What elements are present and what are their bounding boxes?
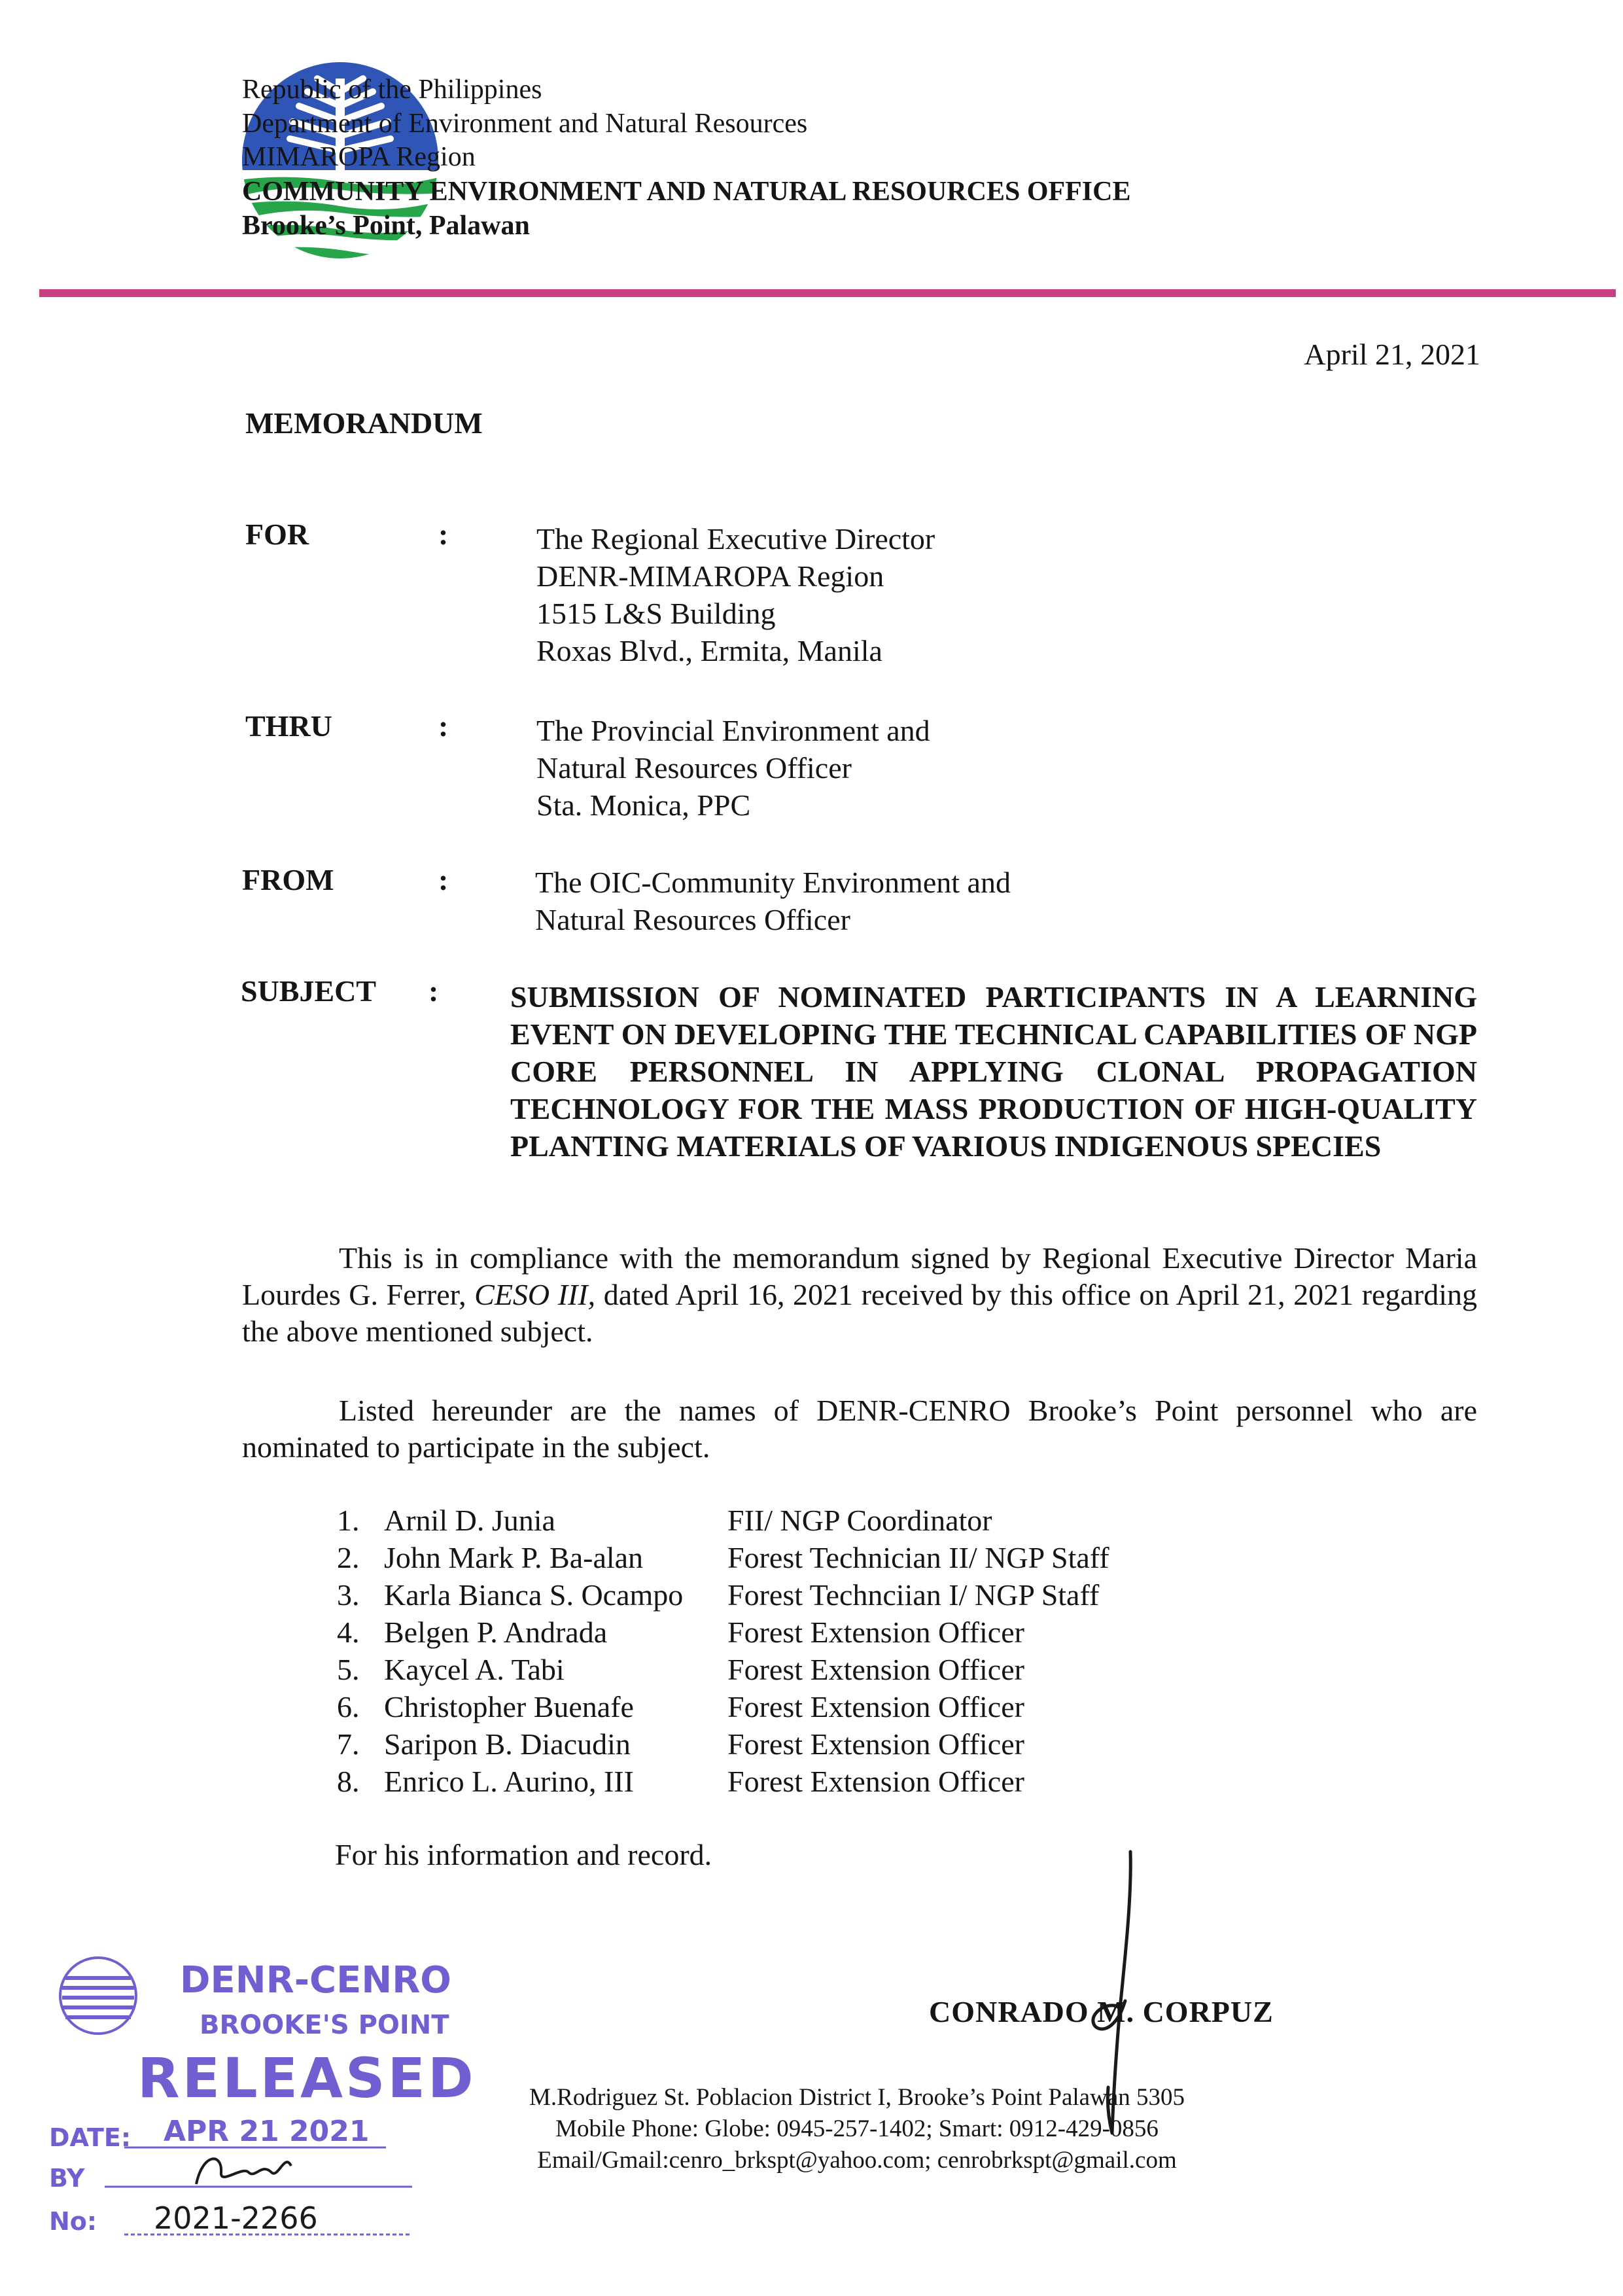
list-item bbox=[337, 1539, 1109, 1576]
nominee-position: Forest Extension Officer bbox=[727, 1690, 1024, 1723]
thru-line: Sta. Monica, PPC bbox=[536, 788, 751, 822]
stamp-date-value: APR 21 2021 bbox=[164, 2115, 370, 2148]
stamp-number-value: 2021-2266 bbox=[154, 2200, 318, 2236]
list-number: 4. bbox=[337, 1616, 360, 1649]
list-number: 1. bbox=[337, 1504, 360, 1537]
nominee-position: Forest Technician II/ NGP Staff bbox=[727, 1541, 1109, 1574]
nominee-position: Forest Technciian I/ NGP Staff bbox=[727, 1578, 1100, 1612]
footer-address: M.Rodriguez St. Poblacion District I, Brooke’s Point Palawan 5305 bbox=[529, 2084, 1185, 2111]
header-location: Brooke’s Point, Palawan bbox=[242, 211, 530, 241]
body-paragraph-1 bbox=[242, 1240, 1477, 1350]
subject-text: SUBMISSION OF NOMINATED PARTICIPANTS IN A LEARNING EVENT ON DEVELOPING THE TECHNICAL CAPABILITIES OF NGP CORE PERSONNEL IN APPLYING CLONAL PROPAGATION TECHNOLOGY FOR THE MASS PRODUCTION OF HIGH-QUALITY PLANTING MATERIALS OF VARIOUS INDIGENOUS SPECIES bbox=[510, 980, 1477, 1163]
list-number: 7. bbox=[337, 1727, 360, 1761]
from-address bbox=[535, 864, 1011, 938]
nominee-name: Enrico L. Aurino, III bbox=[384, 1765, 634, 1798]
nominee-position: Forest Extension Officer bbox=[727, 1765, 1024, 1798]
nominee-position: Forest Extension Officer bbox=[727, 1616, 1024, 1649]
stamp-no-label: No: bbox=[49, 2207, 97, 2236]
nominee-position: Forest Extension Officer bbox=[727, 1727, 1024, 1761]
list-item bbox=[337, 1502, 992, 1539]
for-line: 1515 L&S Building bbox=[536, 597, 776, 630]
nominee-name: Belgen P. Andrada bbox=[384, 1616, 608, 1649]
signatory-name: CONRADO M. CORPUZ bbox=[929, 1995, 1274, 2028]
footer-email: Email/Gmail:cenro_brkspt@yahoo.com; cenrobrkspt@gmail.com bbox=[537, 2147, 1177, 2174]
nominee-name: Arnil D. Junia bbox=[384, 1504, 555, 1537]
from-line: Natural Resources Officer bbox=[535, 903, 850, 936]
para1-text-end: dated April 16, 2021 received by this office on April 21, 2021 regarding the above mentioned subject. bbox=[242, 1278, 1477, 1348]
nominee-name: Karla Bianca S. Ocampo bbox=[384, 1578, 684, 1612]
for-line: Roxas Blvd., Ermita, Manila bbox=[536, 634, 882, 667]
para1-title: CESO III, bbox=[474, 1278, 596, 1311]
thru-line: Natural Resources Officer bbox=[536, 751, 852, 785]
subject-colon: : bbox=[428, 974, 439, 1008]
list-item bbox=[337, 1614, 1024, 1651]
from-label: FROM bbox=[242, 863, 334, 896]
nominee-name: Saripon B. Diacudin bbox=[384, 1727, 631, 1761]
nominee-name: Christopher Buenafe bbox=[384, 1690, 634, 1723]
nominee-position: Forest Extension Officer bbox=[727, 1653, 1024, 1686]
thru-line: The Provincial Environment and bbox=[536, 714, 930, 747]
header-divider bbox=[39, 289, 1616, 297]
stamp-by-label: BY bbox=[49, 2164, 85, 2193]
list-number: 3. bbox=[337, 1578, 360, 1612]
thru-colon: : bbox=[438, 709, 449, 743]
header-department: Department of Environment and Natural Resources bbox=[242, 109, 808, 139]
for-label: FOR bbox=[245, 518, 309, 551]
memo-title: MEMORANDUM bbox=[245, 406, 483, 440]
for-line: The Regional Executive Director bbox=[536, 522, 935, 556]
thru-label: THRU bbox=[245, 709, 332, 743]
from-line: The OIC-Community Environment and bbox=[535, 866, 1011, 899]
list-item bbox=[337, 1651, 1024, 1688]
header-region: MIMAROPA Region bbox=[242, 142, 476, 172]
memo-date: April 21, 2021 bbox=[1304, 338, 1480, 371]
release-stamp bbox=[46, 1956, 478, 2257]
list-item bbox=[337, 1763, 1024, 1800]
nominee-name: John Mark P. Ba-alan bbox=[384, 1541, 644, 1574]
for-colon: : bbox=[438, 518, 449, 551]
list-item bbox=[337, 1688, 1024, 1725]
stamp-status: RELEASED bbox=[137, 2046, 476, 2110]
list-number: 8. bbox=[337, 1765, 360, 1798]
for-address bbox=[536, 520, 935, 669]
body-paragraph-2: Listed hereunder are the names of DENR-CENRO Brooke’s Point personnel who are nominated to participate in the subject. bbox=[242, 1394, 1477, 1464]
from-colon: : bbox=[438, 863, 449, 896]
stamp-office: DENR-CENRO bbox=[180, 1959, 451, 2002]
closing-line: For his information and record. bbox=[335, 1838, 712, 1871]
nominee-name: Kaycel A. Tabi bbox=[384, 1653, 565, 1686]
list-number: 6. bbox=[337, 1690, 360, 1723]
list-item bbox=[337, 1725, 1024, 1763]
list-item bbox=[337, 1576, 1099, 1614]
for-line: DENR-MIMAROPA Region bbox=[536, 559, 884, 593]
nominee-position: FII/ NGP Coordinator bbox=[727, 1504, 992, 1537]
subject-label: SUBJECT bbox=[241, 974, 377, 1008]
header-office: COMMUNITY ENVIRONMENT AND NATURAL RESOURCES OFFICE bbox=[242, 177, 1131, 207]
para1-text: This is in compliance with the memorandum signed by Regional Executive Director Maria Lourdes G. Ferrer, bbox=[242, 1241, 1477, 1311]
list-number: 2. bbox=[337, 1541, 360, 1574]
stamp-place: BROOKE'S POINT bbox=[200, 2010, 449, 2040]
list-number: 5. bbox=[337, 1653, 360, 1686]
stamp-date-label: DATE: bbox=[49, 2123, 131, 2152]
header-republic: Republic of the Philippines bbox=[242, 75, 542, 105]
thru-address bbox=[536, 712, 930, 824]
footer-phone: Mobile Phone: Globe: 0945-257-1402; Smart: 0912-429-0856 bbox=[555, 2115, 1159, 2142]
stamp-logo-icon bbox=[60, 1958, 136, 2034]
